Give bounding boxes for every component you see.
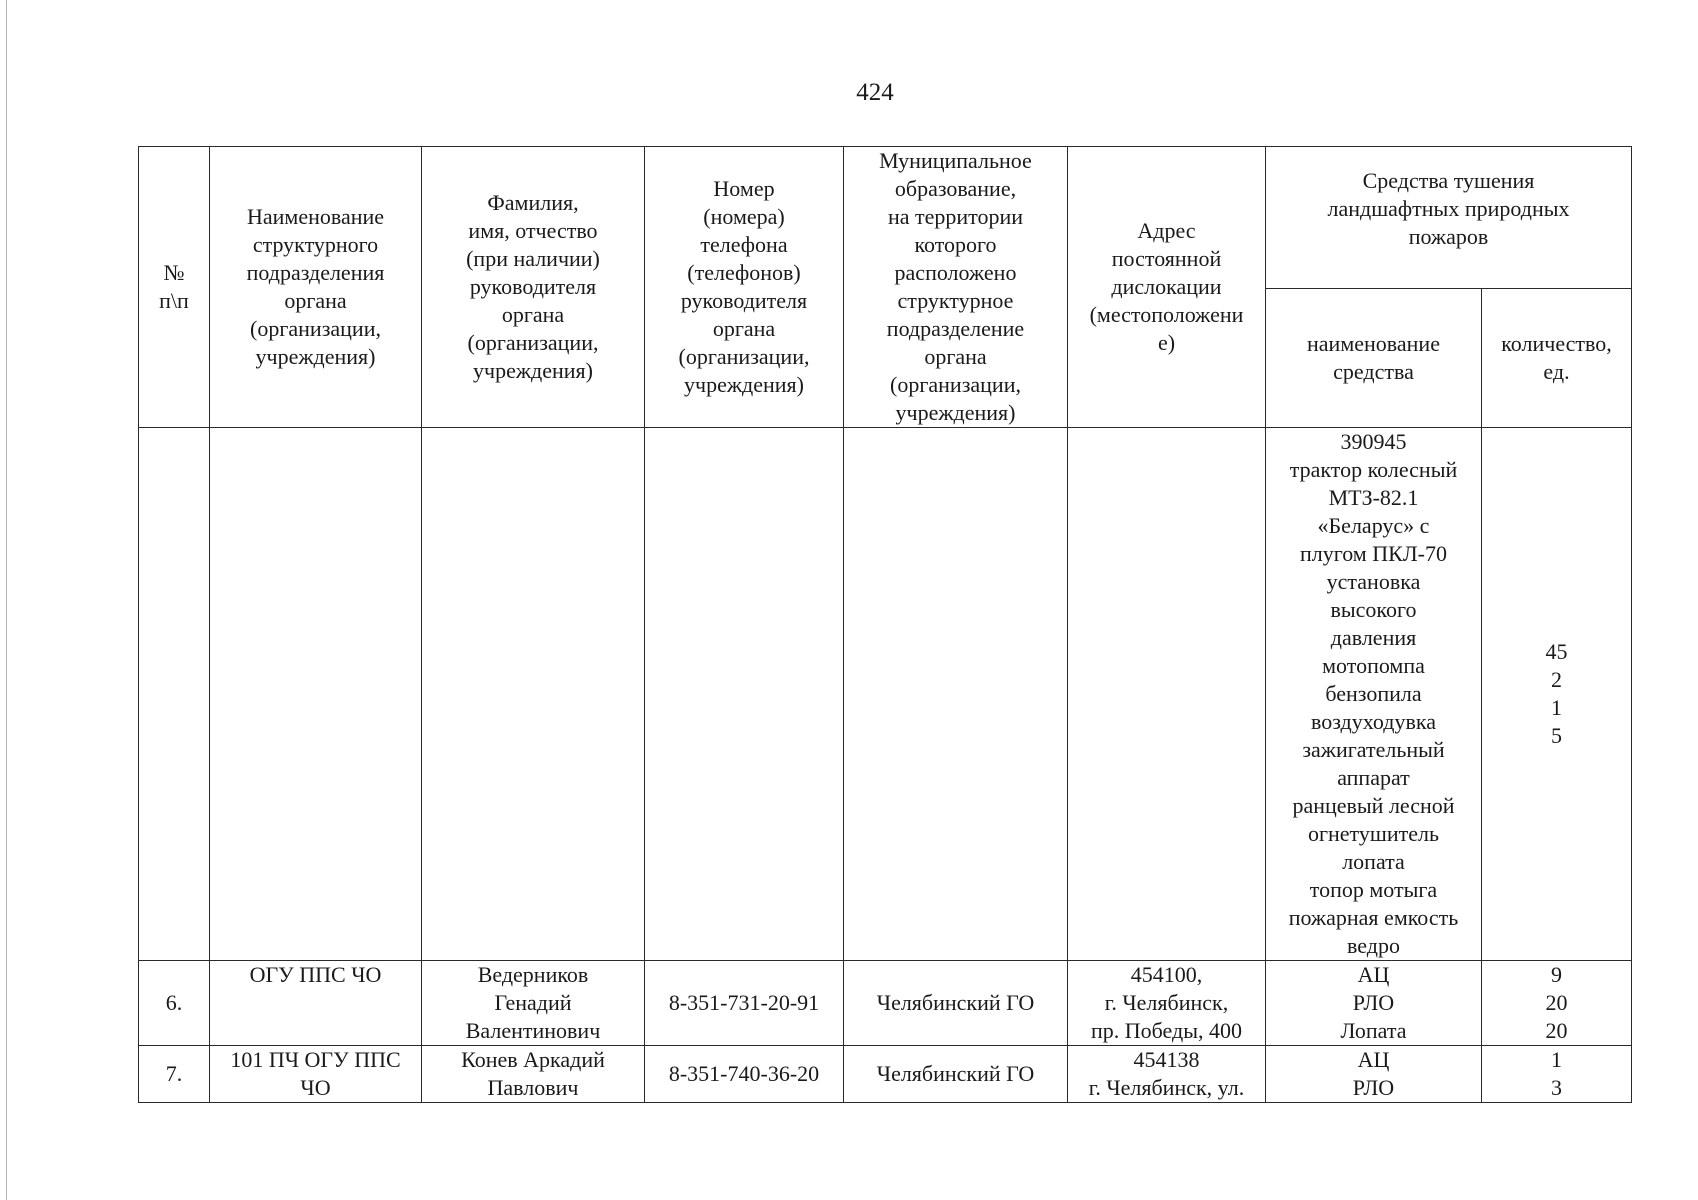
cell-address: 454100, г. Челябинск, пр. Победы, 400	[1068, 961, 1266, 1046]
fire-means-table	[138, 146, 1632, 1103]
table-row	[139, 1046, 1632, 1103]
cell-means-qty: 9 20 20	[1482, 961, 1632, 1046]
header-address: Адрес постоянной дислокации (местоположени е)	[1068, 147, 1266, 428]
cell-empty	[1068, 428, 1266, 961]
cell-address: 454138 г. Челябинск, ул.	[1068, 1046, 1266, 1103]
cell-municipality: Челябинский ГО	[844, 961, 1068, 1046]
cell-empty	[139, 428, 210, 961]
cell-unit-name: ОГУ ППС ЧО	[210, 961, 422, 1046]
cell-means-qty: 45 2 1 5	[1482, 428, 1632, 961]
cell-empty	[844, 428, 1068, 961]
cell-head-name: Ведерников Генадий Валентинович	[422, 961, 645, 1046]
cell-phone: 8-351-740-36-20	[645, 1046, 844, 1103]
header-row-1	[139, 147, 1632, 289]
cell-phone: 8-351-731-20-91	[645, 961, 844, 1046]
page-number: 424	[856, 79, 894, 106]
cell-means-name: АЦ РЛО	[1266, 1046, 1482, 1103]
header-unit-name: Наименование структурного подразделения органа (организации, учреждения)	[210, 147, 422, 428]
cell-number: 7.	[139, 1046, 210, 1103]
table-row	[139, 961, 1632, 1046]
header-municipality: Муниципальное образование, на территории которого расположено структурное подразделение органа (организации, учреждения)	[844, 147, 1068, 428]
table-row-continuation	[139, 428, 1632, 961]
cell-means-name: АЦ РЛО Лопата	[1266, 961, 1482, 1046]
cell-municipality: Челябинский ГО	[844, 1046, 1068, 1103]
scan-edge-line	[6, 0, 7, 1200]
header-means-name: наименование средства	[1266, 288, 1482, 428]
header-head-name: Фамилия, имя, отчество (при наличии) руководителя органа (организации, учреждения)	[422, 147, 645, 428]
cell-empty	[422, 428, 645, 961]
cell-number: 6.	[139, 961, 210, 1046]
cell-empty	[645, 428, 844, 961]
cell-means-name: 390945 трактор колесный МТЗ-82.1 «Беларус» с плугом ПКЛ-70 установка высокого давления мотопомпа бензопила воздуходувка зажигательный аппарат ранцевый лесной огнетушитель лопата топор мотыга пожарная емкость ведро	[1266, 428, 1482, 961]
header-means-qty: количество, ед.	[1482, 288, 1632, 428]
cell-unit-name: 101 ПЧ ОГУ ППС ЧО	[210, 1046, 422, 1103]
cell-head-name: Конев Аркадий Павлович	[422, 1046, 645, 1103]
header-means-group: Средства тушения ландшафтных природных пожаров	[1266, 147, 1632, 289]
header-phone: Номер (номера) телефона (телефонов) руководителя органа (организации, учреждения)	[645, 147, 844, 428]
header-number: № п\п	[139, 147, 210, 428]
cell-means-qty: 1 3	[1482, 1046, 1632, 1103]
cell-empty	[210, 428, 422, 961]
